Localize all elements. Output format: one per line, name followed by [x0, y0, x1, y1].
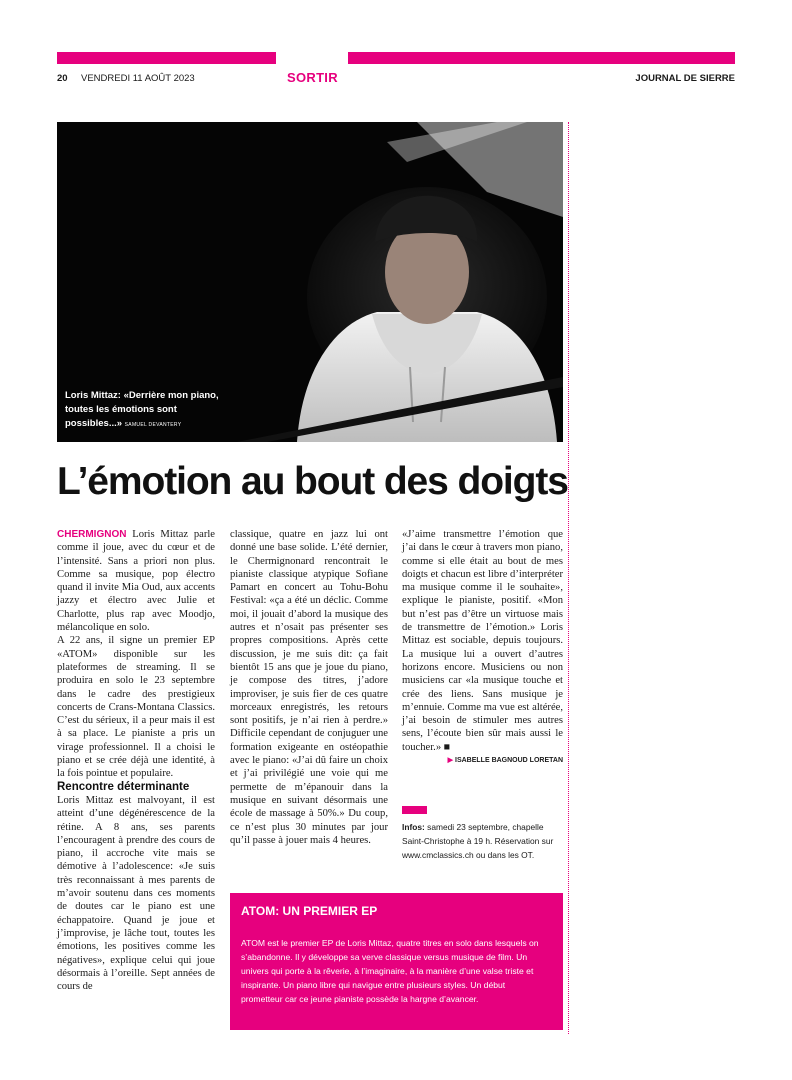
sidebar-box [230, 893, 563, 1030]
author-byline [402, 754, 563, 767]
section-tab-gap [276, 52, 348, 64]
subheading: Rencontre déterminante [57, 780, 190, 793]
paragraph-text: Loris Mittaz parle comme il joue, avec du cœur et de l’intensité. Sans a priori non plus. Comme sa musique, pop électro quand il invite Mia Oud, aux accents jazzy et électro avec Julie et Charlotte, plus rap avec Moodjo, mélancolique en solo. [57, 529, 216, 634]
paragraph [402, 528, 563, 754]
journal-name: JOURNAL DE SIERRE [635, 73, 735, 84]
paragraph: classique, quatre en jazz lui ont donné une base solide. L’été dernier, le Chermignonard rencontrait le pianiste classique atypique Sofiane Pamart en concert au Tohu-Bohu Festival: «ça a été un déclic. Comme moi, il jouait d’abord la musique des autres et n’osait pas présenter ses propres compositions. Après cette discussion, je me suis dit: ça fait bientôt 15 ans que je joue du piano, je compose des titres, j’adore improviser, je suis fier de ces quatre morceaux enregistrés, les retours sont positifs, je n’ai rien à perdre.» Difficile cependant de conjuguer une formation exigeante en ostéopathie avec le piano: «J’ai dû faire un choix et j’ai privilégié une voie qui me permette de m’épanouir dans la musique en suivant désormais une école de massage à 50%.» Du coup, ce n’est plus 30 minutes par jour qu’il passe à jouer mais 4 heures. [230, 529, 388, 846]
paragraph-text: «J’aime transmettre l’émotion que j’ai dans le cœur à travers mon piano, comme si elle était au bout de mes doigts et chacun est libre d’interpréter ma musique comme il le souhaite», explique le pianiste, positif. «Mon but n’est pas d’être un virtuose mais de transmettre de l’émotion.» Loris Mittaz est sociable, depuis toujours. La musique lui a ouvert d’autres horizons encore. Musiciens ou non musiciens car «la musique touche et crée des liens. Sans musique je m’ennuie. Comme ma vue est altérée, j’ai besoin de stimuler mes autres sens, l’écoute bien sûr mais aussi le toucher.» [402, 529, 563, 753]
box-title: ATOM: UN PREMIER EP [241, 904, 378, 918]
page-number: 20 [57, 73, 68, 84]
article-column-3 [402, 528, 563, 767]
infos-block [402, 820, 563, 862]
article-column-1 [57, 528, 215, 993]
dateline-location: CHERMIGNON [57, 529, 127, 540]
box-text: ATOM est le premier EP de Loris Mittaz, quatre titres en solo dans lesquels on s’abandonne. Il y développe sa verve classique versus musique de film. Un univers qui porte à la rêverie, à l’imaginaire, à la manière d’une valse triste et inspirante. Un piano libre qui navigue entre plusieurs styles. Un début prometteur car ce jeune pianiste possède la hargne d’avancer. [241, 938, 539, 1004]
header-color-bar [57, 52, 735, 64]
photo-caption [65, 389, 235, 432]
byline-marker-icon: ▶ [447, 757, 454, 765]
author-name: ISABELLE BAGNOUD LORETAN [455, 757, 563, 765]
photo-credit: SAMUEL DEVANTERY [124, 422, 182, 428]
column-divider-dotted [568, 122, 569, 1034]
end-mark: ■ [443, 741, 451, 753]
infos-accent-bar [402, 806, 427, 814]
page-header [57, 70, 735, 86]
caption-text: Loris Mittaz: «Derrière mon piano, toutes les émotions sont possibles...» [65, 390, 219, 429]
article-column-2 [230, 528, 388, 847]
article-title: L’émotion au bout des doigts [57, 460, 568, 503]
paragraph: A 22 ans, il signe un premier EP «ATOM» disponible sur les plateformes de streaming. Il se produira en solo le 23 septembre dans le cadre des prestigieux concerts de Crans-Montana Classics. C’est du sérieux, il a peur mais il est à sa place. Le pianiste a pris un virage professionnel. Il a choisi le piano et se crée déjà une identité, à la fois pointue et populaire. [57, 635, 215, 780]
section-label: SORTIR [287, 70, 338, 85]
infos-label: Infos: [402, 822, 425, 832]
paragraph [57, 528, 215, 634]
infos-text: samedi 23 septembre, chapelle Saint-Christophe à 19 h. Réservation sur www.cmclassics.ch ou dans les OT. [402, 822, 554, 860]
article-photo [57, 122, 563, 442]
issue-date: VENDREDI 11 AOÛT 2023 [81, 73, 195, 84]
paragraph: Loris Mittaz est malvoyant, il est atteint d’une dégénérescence de la rétine. A 8 ans, ses parents l’encouragent à prendre des cours de piano, il accroche vite mais se démotive à l’adolescence: «Je suis très reconnaissant à mes parents de m’avoir soutenu dans ces moments de doutes car le piano est une échappatoire. Quand je joue et j’improvise, je lâche tout, toutes les émotions, les positives comme les négatives», explique celui qui joue désormais à l’oreille. Sept années de cours de [57, 794, 215, 993]
